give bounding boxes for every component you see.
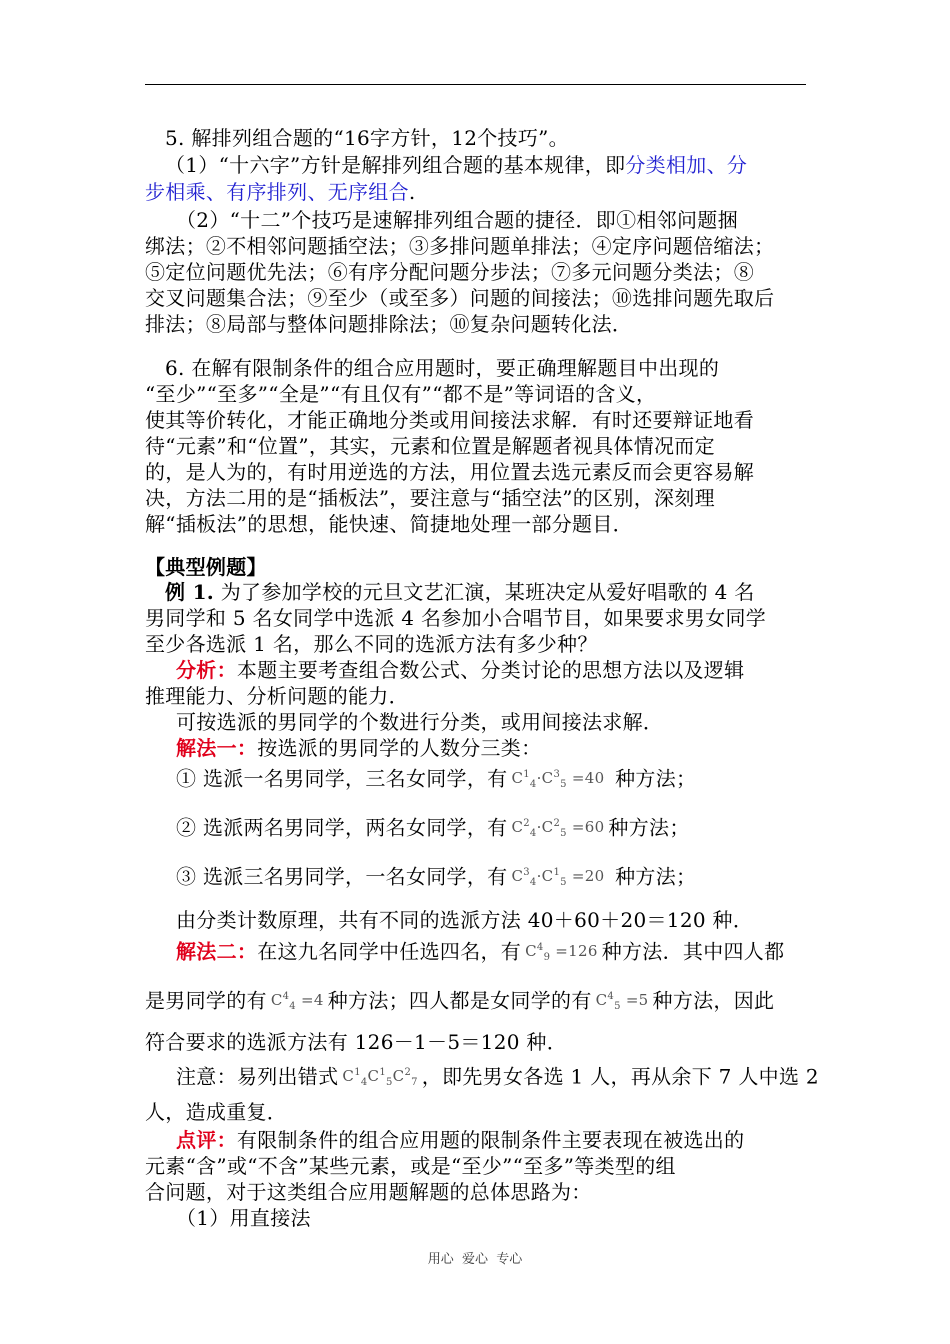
sec5-p2-line4: 交叉问题集合法；⑨至少（或至多）问题的间接法；⑩选排问题先取后 [145,286,775,310]
sec6-line7: 解“插板法”的思想，能快速、简捷地处理一部分题目． [145,512,633,536]
sec6-line3: 使其等价转化，才能正确地分类或用间接法求解．有时还要辩证地看 [145,408,754,432]
case1-formula: $C^1_4\cdot C^3_5 =40$ [511,769,605,790]
examples-heading: 【典型例题】 [145,555,267,579]
case2-formula: $C^2_4\cdot C^2_5 =60$ [511,818,605,839]
comment-line3: 合问题，对于这类组合应用题解题的总体思路为： [145,1180,592,1204]
sec6-line4: 待“元素”和“位置”，其实，元素和位置是解题者视具体情况而定 [145,434,715,458]
total-line: 由分类计数原理，共有不同的选派方法 40＋60＋20＝120 种． [176,908,754,932]
note-line2: 人，造成重复． [145,1100,288,1124]
case3-formula: $C^3_4\cdot C^1_5 =20$ [511,867,605,888]
page-footer: 用心 爱心 专心 [427,1252,523,1267]
case3-line: ③ 选派三名男同学，一名女同学，有 $C^3_4\cdot C^1_5 =20$ 种方法； [176,861,696,895]
ex1-q-line3: 至少各选派 1 名，那么不同的选派方法有多少种？ [145,632,598,656]
sec6-line2: “至少”“至多”“全是”“有且仅有”“都不是”等词语的含义， [145,382,657,406]
sec5-p2-line1: （2）“十二”个技巧是速解排列组合题的捷径．即①相邻问题捆 [176,208,738,232]
comment-line1: 点评：有限制条件的组合应用题的限制条件主要表现在被选出的 [176,1128,745,1152]
note-line1: 注意：易列出错式 $C^1_4C^1_5C^2_7$ ，即先男女各选 1 人，再从余下 7 人中选 2 [176,1061,819,1095]
analysis-line1: 分析：本题主要考查组合数公式、分类讨论的思想方法以及逻辑 [176,658,745,682]
sec5-p2-line2: 绑法；②不相邻问题插空法；③多排问题单排法；④定序问题倍缩法； [145,234,775,258]
sol2-line2: 是男同学的有 $C^4_4 =4$ 种方法；四人都是女同学的有 $C^4_5 =5$ 种方法，因此 [145,985,774,1019]
sec6-line5: 的，是人为的，有时用逆选的方法，用位置去选元素反而会更容易解 [145,460,754,484]
comment-line2: 元素“含”或“不含”某些元素，或是“至少”“至多”等类型的组 [145,1154,676,1178]
sol1-line: 解法一：按选派的男同学的人数分三类： [176,736,542,760]
sec5-title: 5. 解排列组合题的“16字方针，12个技巧”。 [165,126,569,150]
sec5-p1-line2: 步相乘、有序排列、无序组合. [145,180,416,204]
sol2-formula1: $C^4_9 =126$ [525,942,598,963]
sol2-line3: 符合要求的选派方法有 126－1－5＝120 种． [145,1030,568,1054]
case2-line: ② 选派两名男同学，两名女同学，有 $C^2_4\cdot C^2_5 =60$ 种方法； [176,812,690,846]
comment-line4: （1）用直接法 [176,1206,311,1230]
analysis-line2: 推理能力、分析问题的能力． [145,684,409,708]
sec5-p1-line1: （1）“十六字”方针是解排列组合题的基本规律，即分类相加、分 [165,153,748,177]
note-formula: $C^1_4C^1_5C^2_7$ [342,1067,418,1088]
sec5-p2-line3: ⑤定位问题优先法；⑥有序分配问题分步法；⑦多元问题分类法；⑧ [145,260,754,284]
sol2-formula3: $C^4_5 =5$ [595,991,649,1012]
sec6-line1: 6. 在解有限制条件的组合应用题时，要正确理解题目中出现的 [165,356,720,380]
ex1-q-line1: 例 1. 为了参加学校的元旦文艺汇演，某班决定从爱好唱歌的 4 名 [165,580,755,604]
ex1-q-line2: 男同学和 5 名女同学中选派 4 名参加小合唱节目，如果要求男女同学 [145,606,767,630]
sol2-formula2: $C^4_4 =4$ [270,991,324,1012]
header-rule [145,84,806,85]
sec6-line6: 决，方法二用的是“插板法”，要注意与“插空法”的区别，深刻理 [145,486,715,510]
approach-line: 可按选派的男同学的个数进行分类，或用间接法求解． [176,710,664,734]
sol2-line1: 解法二：在这九名同学中任选四名，有 $C^4_9 =126$ 种方法．其中四人都 [176,936,784,970]
sec5-p2-line5: 排法；⑧局部与整体问题排除法；⑩复杂问题转化法． [145,312,633,336]
case1-line: ① 选派一名男同学，三名女同学，有 $C^1_4\cdot C^3_5 =40$ 种方法； [176,763,696,797]
